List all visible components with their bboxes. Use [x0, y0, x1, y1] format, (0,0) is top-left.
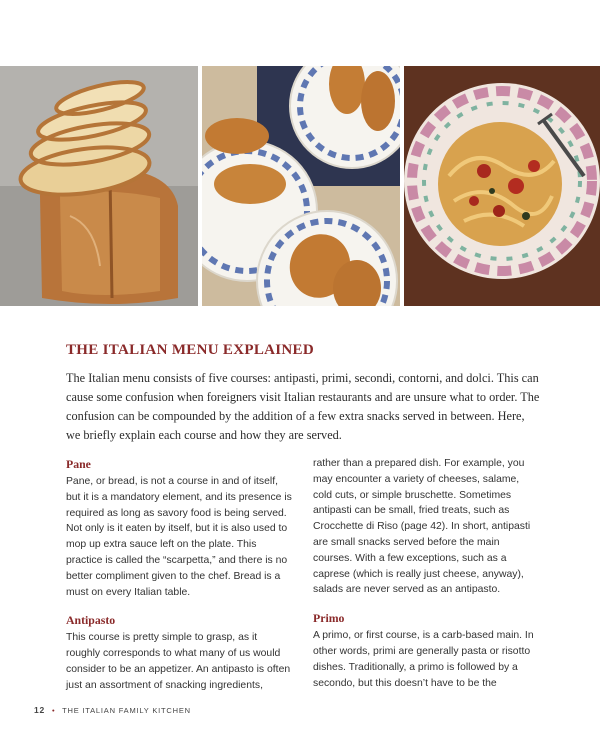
section-body-antipasto: This course is pretty simple to grasp, as it roughly corresponds to what many of us would consider to be an appetizer. An antipasto is often just an assortment of snacking ingredients, — [66, 632, 291, 691]
intro-paragraph: The Italian menu consists of five courses: antipasti, primi, secondi, contorni, and dolci. This can cause some confusion when foreigners visit Italian restaurants and are unsure what to order. The confusion can be compounded by the addition of a few extra snacks served in between. Here, we briefly explain each course and how they are served. — [66, 371, 540, 442]
spaghetti-photo — [404, 66, 600, 306]
page-number: 12 — [34, 705, 46, 715]
section-body-pane: Pane, or bread, is not a course in and of itself, but it is a mandatory element, and its presence is required as long as savory food is being served. Not only is it eaten by itself, but it is also used to mop up extra sauce left on the plate. This practice is called the “scarpetta,” and there is no better compliment given to the chef. Bread is a must on every Italian table. — [66, 476, 292, 598]
section-title-pane: Pane — [66, 457, 91, 471]
croquettes-photo — [202, 66, 400, 306]
section-body-antipasto-continued: rather than a prepared dish. For example, you may encounter a variety of cheeses, salame, cold cuts, or simple bruschette. Sometimes antipasti can be small, fried treats, such as Crocchette di Riso (page 42). In short, antipasti are small snacks served before the main courses. With a few exceptions, such as a caprese (which is really just cheese, anyway), salads are never served as an antipasto. — [313, 458, 531, 596]
footer-separator: • — [51, 706, 56, 715]
section-title-primo: Primo — [313, 611, 345, 626]
bread-photo — [0, 66, 198, 306]
page-footer — [34, 705, 191, 715]
page-title: THE ITALIAN MENU EXPLAINED — [66, 342, 314, 358]
spaghetti-illustration — [404, 66, 600, 306]
left-column — [66, 456, 292, 706]
croquettes-illustration — [202, 66, 400, 306]
section-body-primo: A primo, or first course, is a carb-based main. In other words, primi are generally pasta or risotto dishes. Traditionally, a primo is followed by a secondo, but this doesn’t have to be the — [313, 630, 534, 689]
right-column — [313, 456, 539, 703]
bread-illustration — [0, 66, 198, 306]
book-title: THE ITALIAN FAMILY KITCHEN — [62, 706, 191, 715]
photo-strip — [0, 66, 600, 306]
section-title-antipasto: Antipasto — [66, 613, 116, 628]
